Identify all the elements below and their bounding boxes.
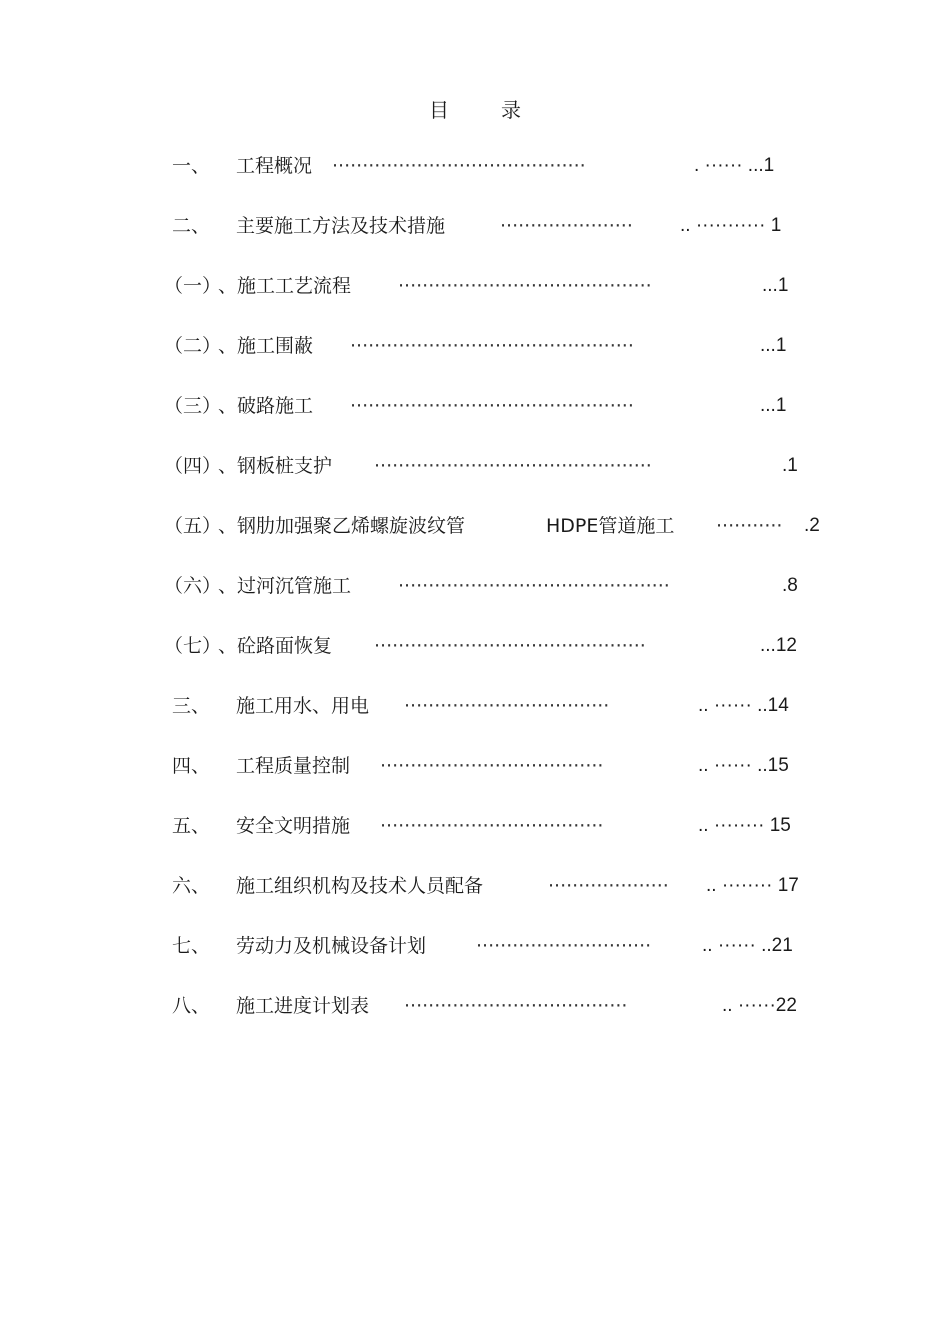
toc-title-char2: 录 [501,98,521,122]
toc-entry-label: 、钢板桩支护 [218,455,333,477]
toc-entry[interactable] [0,873,950,899]
toc-entry-page: .. ········ 17 [706,875,799,896]
toc-entry-label: 施工用水、用电 [236,695,370,717]
toc-entry-page: ...12 [760,635,797,656]
toc-entry-leader: ······················ [500,215,633,237]
toc-entry-page: .1 [782,455,798,476]
toc-entry-label: 主要施工方法及技术措施 [236,215,446,237]
toc-entry-label: 安全文明措施 [236,815,351,837]
toc-entry-prefix: 四、 [172,755,211,777]
toc-entry-prefix: 二、 [172,215,211,237]
toc-entry-page: . ······ ...1 [694,155,775,176]
toc-entry[interactable] [0,633,950,659]
toc-entry-page: .2 [804,515,820,536]
toc-entry-page: .. ······22 [722,995,797,1016]
toc-entry-page: ...1 [760,395,787,416]
toc-entry-leader: ··········· [716,515,783,537]
toc-entry[interactable] [0,153,950,179]
toc-entry-label: 、过河沉管施工 [218,575,352,597]
toc-entry[interactable] [0,393,950,419]
toc-entry-label: 、施工工艺流程 [218,275,352,297]
toc-entry-leader: ····························· [476,935,652,957]
toc-entry-leader: ·········································· [332,155,586,177]
toc-entry-prefix: （四） [164,455,222,477]
toc-entry-prefix: 五、 [172,815,211,837]
toc-entry-label: 施工进度计划表 [236,995,370,1017]
toc-entry-prefix: 六、 [172,875,211,897]
toc-entry-leader: ·············································· [374,455,652,477]
toc-entry[interactable] [0,333,950,359]
toc-entry[interactable] [0,513,950,539]
toc-entry-leader: ············································· [398,575,670,597]
toc-entry-page: .. ··········· 1 [680,215,782,236]
toc-entry-label: 、施工围蔽 [218,335,314,357]
toc-entry-page: ...1 [762,275,789,296]
toc-entry[interactable] [0,813,950,839]
toc-entry-prefix: （七） [164,635,222,657]
toc-title [0,94,950,123]
toc-entry-leader: ··············································· [350,395,634,417]
toc-entry-page: .. ······ ..15 [698,755,789,776]
toc-entry[interactable] [0,273,950,299]
toc-entry-label: 、砼路面恢复 [218,635,333,657]
toc-entry-label-extra: HDPE管道施工 [546,515,675,537]
toc-entry-label: 、钢肋加强聚乙烯螺旋波纹管 [218,515,466,537]
toc-entry-leader: ·········································· [398,275,652,297]
toc-entry-leader: ··············································· [350,335,634,357]
toc-entry-label: 、破路施工 [218,395,314,417]
toc-entry-prefix: （三） [164,395,222,417]
toc-entry-leader: ·································· [404,695,610,717]
toc-entry[interactable] [0,453,950,479]
toc-entry-prefix: 七、 [172,935,211,957]
toc-entry-leader: ············································· [374,635,646,657]
toc-entry-prefix: 八、 [172,995,211,1017]
toc-entry-page: .8 [782,575,798,596]
toc-entry-page: .. ········ 15 [698,815,791,836]
toc-entry[interactable] [0,753,950,779]
toc-entry[interactable] [0,933,950,959]
toc-entry[interactable] [0,213,950,239]
toc-entry[interactable] [0,693,950,719]
toc-entry-label: 工程质量控制 [236,755,351,777]
toc-entry-prefix: （一） [164,275,222,297]
toc-entry[interactable] [0,573,950,599]
toc-entry-page: .. ······ ..14 [698,695,789,716]
toc-entry-leader: ····································· [380,755,604,777]
toc-entry-leader: ···················· [548,875,669,897]
toc-entry-label: 施工组织机构及技术人员配备 [236,875,484,897]
toc-entry-prefix: 一、 [172,155,211,177]
toc-entry-leader: ····································· [380,815,604,837]
toc-entry[interactable] [0,993,950,1019]
toc-entry-page: .. ······ ..21 [702,935,793,956]
toc-entry-prefix: 三、 [172,695,211,717]
toc-entry-prefix: （五） [164,515,222,537]
toc-entry-leader: ····································· [404,995,628,1017]
toc-entry-page: ...1 [760,335,787,356]
toc-entry-label: 劳动力及机械设备计划 [236,935,427,957]
toc-entry-prefix: （二） [164,335,222,357]
toc-entry-label: 工程概况 [236,155,313,177]
toc-entry-prefix: （六） [164,575,222,597]
toc-title-char1: 目 [429,98,449,122]
